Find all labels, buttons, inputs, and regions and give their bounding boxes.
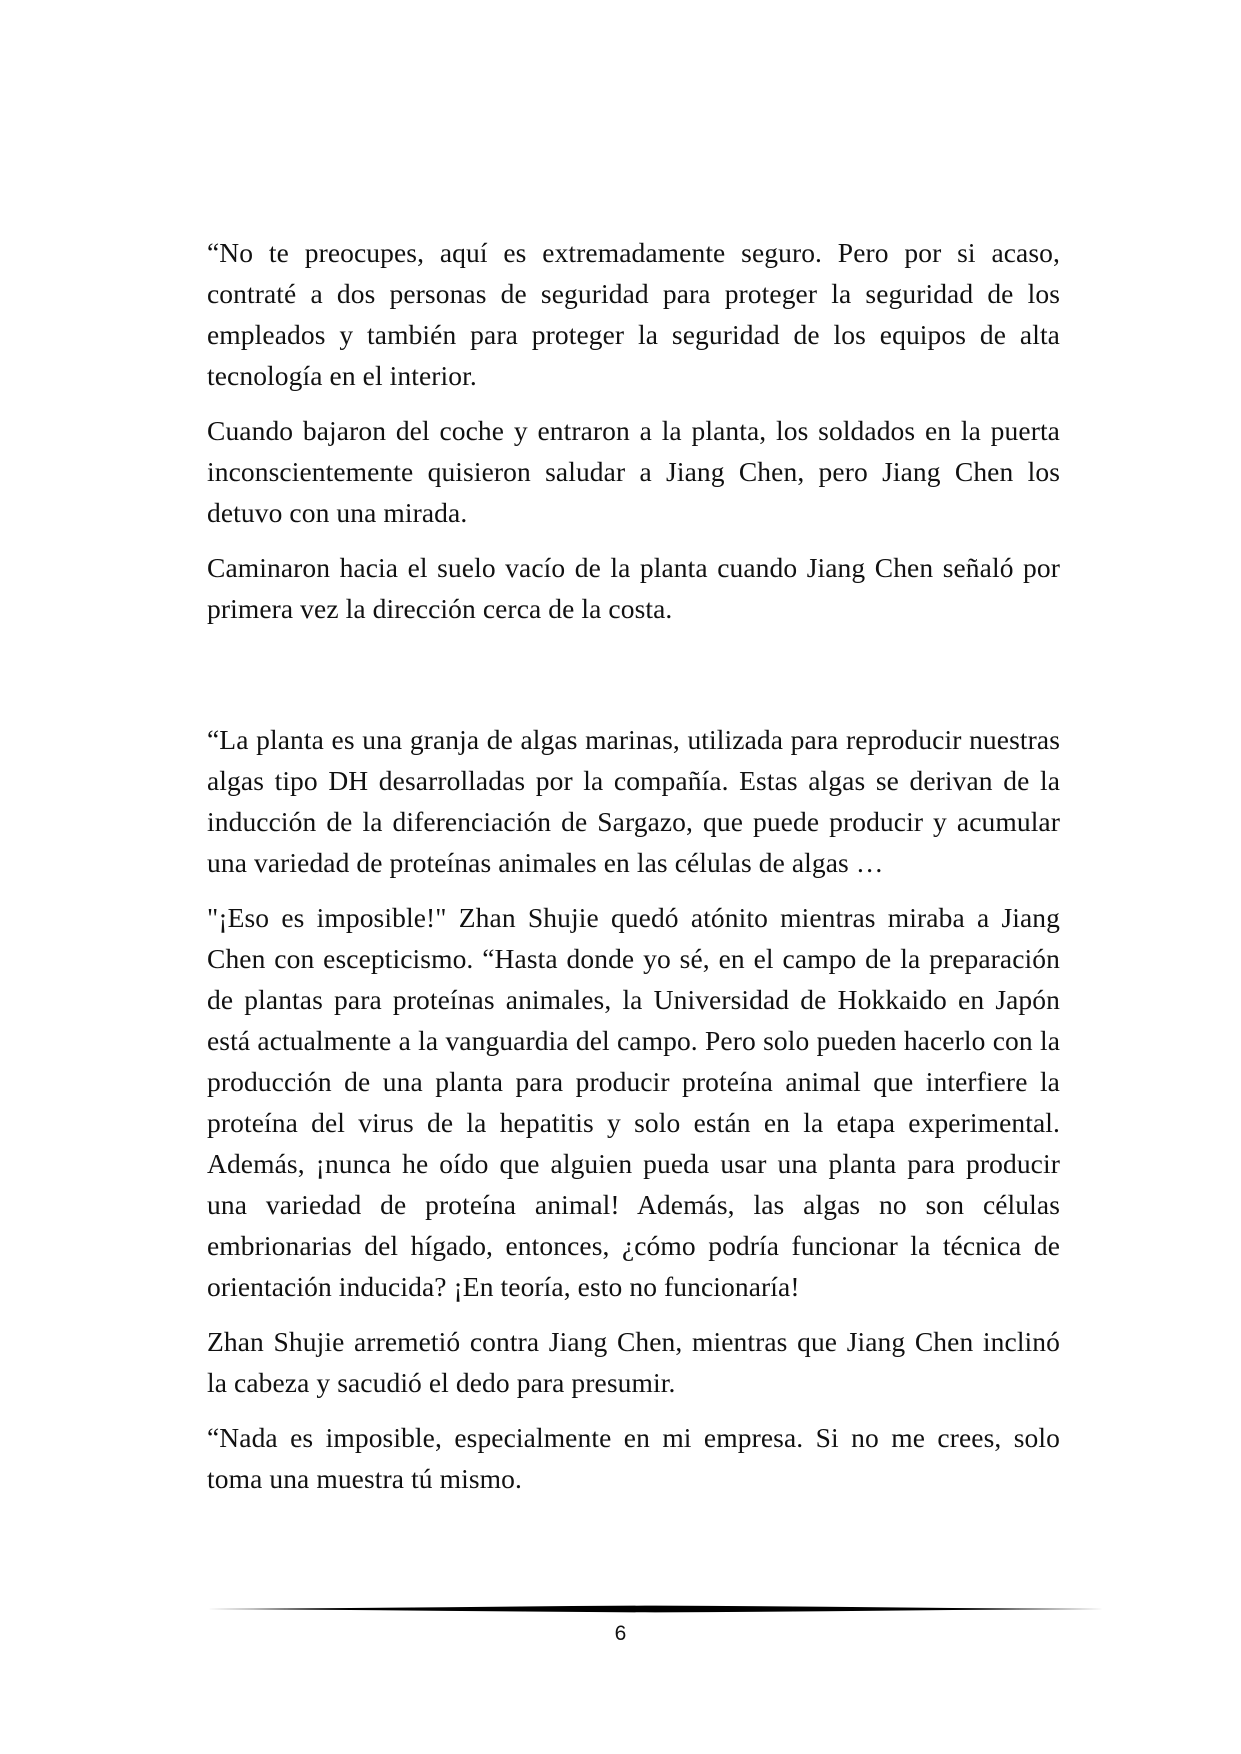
document-body [207, 232, 1060, 1513]
paragraph: Zhan Shujie arremetió contra Jiang Chen, mientras que Jiang Chen inclinó la cabeza y sacudió el dedo para presumir. [207, 1326, 1060, 1398]
footer-divider [207, 1603, 1104, 1615]
paragraph: “La planta es una granja de algas marinas, utilizada para reproducir nuestras algas tipo DH desarrolladas por la compañía. Estas algas se derivan de la inducción de la diferenciación de Sargazo, que puede producir y acumular una variedad de proteínas animales en las células de algas … [207, 724, 1060, 878]
paragraph: “Nada es imposible, especialmente en mi empresa. Si no me crees, solo toma una muestra tú mismo. [207, 1422, 1060, 1494]
section-break [207, 643, 1060, 719]
paragraph: “No te preocupes, aquí es extremadamente seguro. Pero por si acaso, contraté a dos personas de seguridad para proteger la seguridad de los empleados y también para proteger la seguridad de los equipos de alta tecnología en el interior. [207, 237, 1060, 391]
footer-divider-swash [207, 1606, 1104, 1613]
paragraph: "¡Eso es imposible!" Zhan Shujie quedó atónito mientras miraba a Jiang Chen con escepticismo. “Hasta donde yo sé, en el campo de la preparación de plantas para proteínas animales, la Universidad de Hokkaido en Japón está actualmente a la vanguardia del campo. Pero solo pueden hacerlo con la producción de una planta para producir proteína animal que interfiere la proteína del virus de la hepatitis y solo están en la etapa experimental. Además, ¡nunca he oído que alguien pueda usar una planta para producir una variedad de proteína animal! Además, las algas no son células embrionarias del hígado, entonces, ¿cómo podría funcionar la técnica de orientación inducida? ¡En teoría, esto no funcionaría! [207, 902, 1060, 1302]
paragraph: Caminaron hacia el suelo vacío de la planta cuando Jiang Chen señaló por primera vez la dirección cerca de la costa. [207, 552, 1060, 624]
paragraph: Cuando bajaron del coche y entraron a la planta, los soldados en la puerta inconscientemente quisieron saludar a Jiang Chen, pero Jiang Chen los detuvo con una mirada. [207, 415, 1060, 528]
page-number: 6 [614, 1622, 627, 1645]
